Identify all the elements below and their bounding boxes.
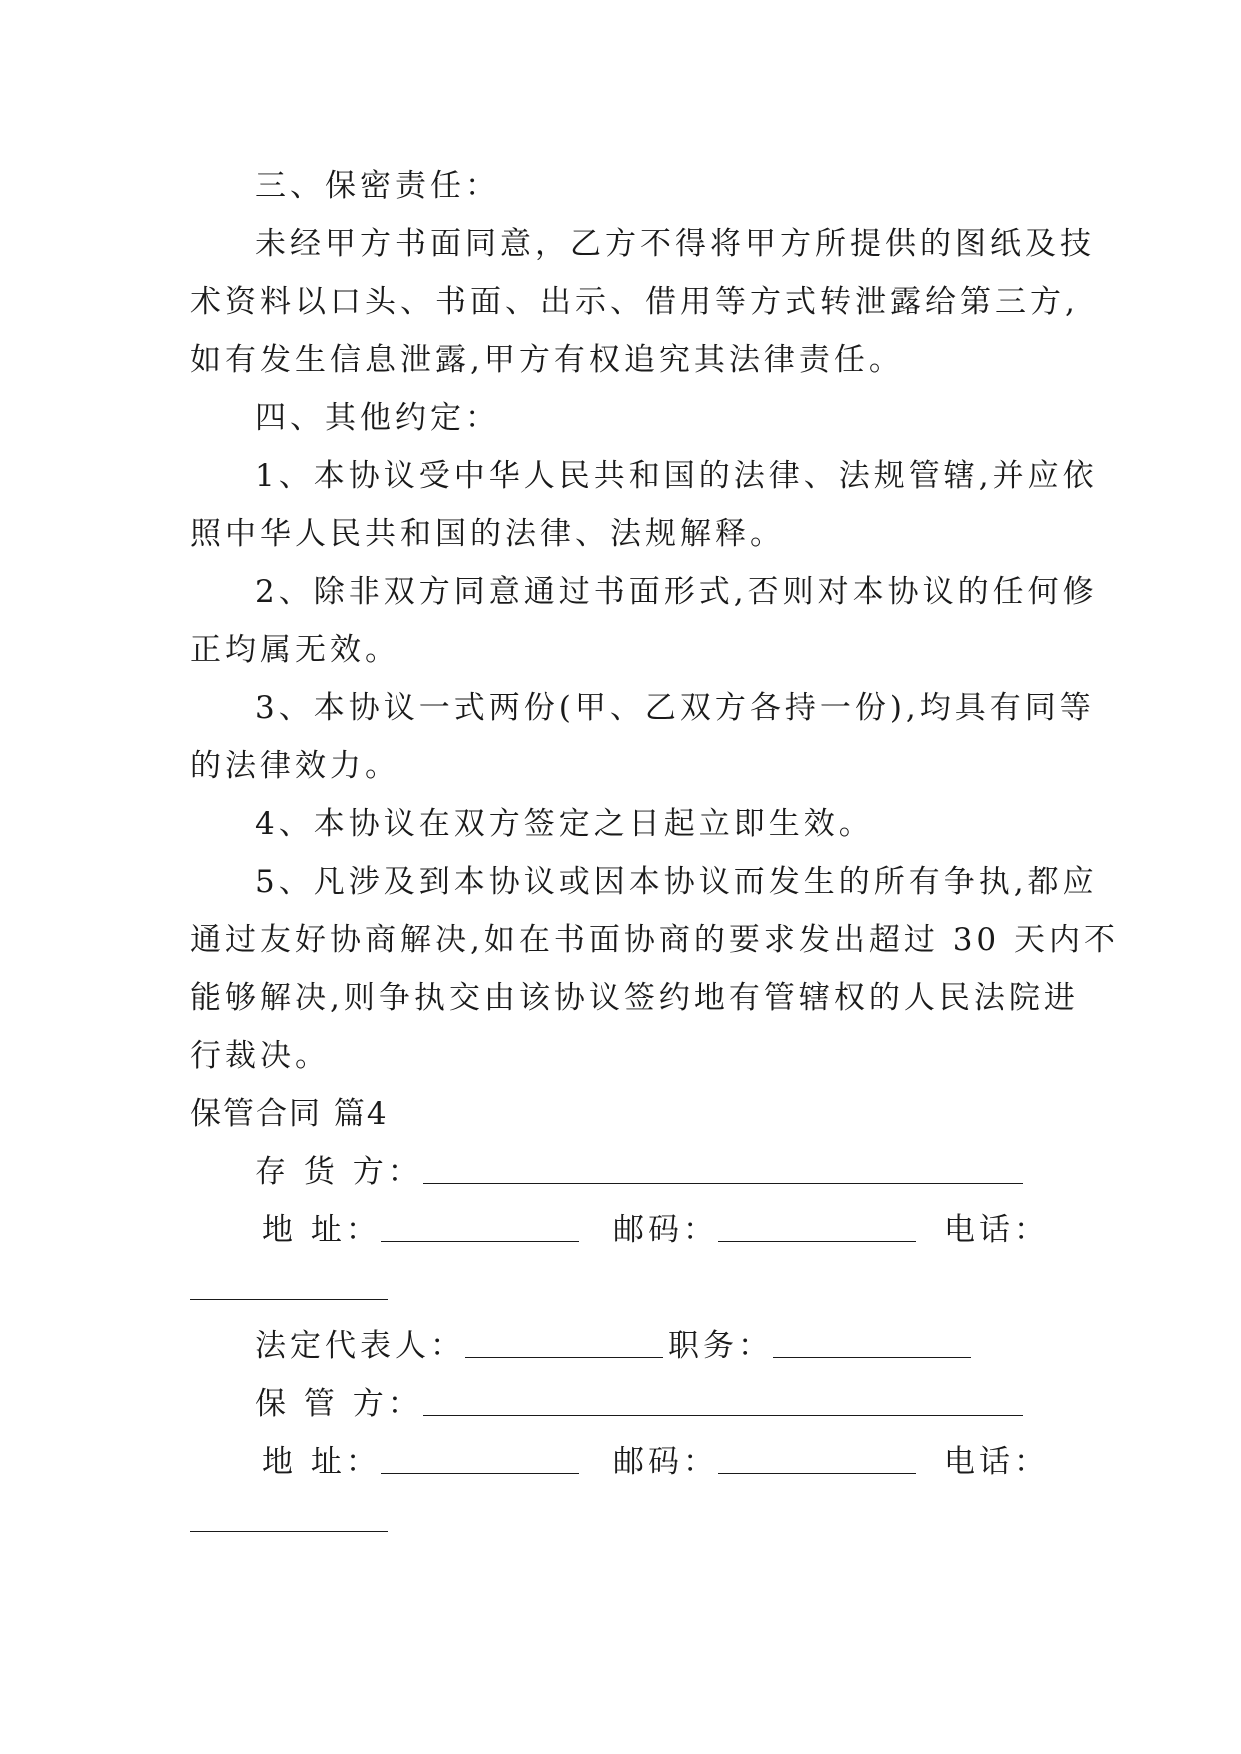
- keeper-row: [255, 1384, 1023, 1424]
- paragraph-line: 术资料以口头、书面、出示、借用等方式转泄露给第三方,: [190, 284, 1079, 320]
- depositor-blank[interactable]: [423, 1153, 1023, 1184]
- address-label: 地 址：: [262, 1212, 381, 1248]
- legal-rep-label: 法定代表人：: [255, 1328, 465, 1364]
- postcode-label: 邮码：: [613, 1212, 718, 1248]
- position-row: [668, 1326, 971, 1366]
- address-blank-2[interactable]: [381, 1443, 579, 1474]
- paragraph-line: 2、除非双方同意通过书面形式,否则对本协议的任何修: [255, 574, 1098, 610]
- paragraph-line: 如有发生信息泄露,甲方有权追究其法律责任。: [190, 342, 904, 378]
- postcode-row-2: [613, 1442, 916, 1482]
- postcode-blank[interactable]: [718, 1211, 916, 1242]
- paragraph-line: 行裁决。: [190, 1038, 330, 1074]
- paragraph-line: 能够解决,则争执交由该协议签约地有管辖权的人民法院进: [190, 980, 1079, 1016]
- paragraph-line: 1、本协议受中华人民共和国的法律、法规管辖,并应依: [255, 458, 1098, 494]
- phone-label: 电话：: [944, 1212, 1049, 1248]
- depositor-label: 存 货 方：: [255, 1154, 423, 1190]
- phone-blank-row: [190, 1268, 388, 1308]
- legal-rep-blank[interactable]: [465, 1327, 663, 1358]
- legal-rep-row: [255, 1326, 663, 1366]
- postcode-row: [613, 1210, 916, 1250]
- address-blank[interactable]: [381, 1211, 579, 1242]
- paragraph-line: 照中华人民共和国的法律、法规解释。: [190, 516, 785, 552]
- phone-label-2: 电话：: [944, 1444, 1049, 1480]
- paragraph-line: 4、本协议在双方签定之日起立即生效。: [255, 806, 874, 842]
- phone-row: [944, 1210, 1049, 1250]
- keeper-blank[interactable]: [423, 1385, 1023, 1416]
- phone-row-2: [944, 1442, 1049, 1482]
- paragraph-line: 3、本协议一式两份(甲、乙双方各持一份),均具有同等: [255, 690, 1095, 726]
- keeper-label: 保 管 方：: [255, 1386, 423, 1422]
- postcode-label-2: 邮码：: [613, 1444, 718, 1480]
- heading-other-terms: 四、其他约定：: [255, 400, 500, 436]
- address-row: [262, 1210, 579, 1250]
- phone-blank-2[interactable]: [190, 1501, 388, 1532]
- paragraph-line: 正均属无效。: [190, 632, 400, 668]
- paragraph-line: 通过友好协商解决,如在书面协商的要求发出超过 30 天内不: [190, 922, 1120, 958]
- address-row-2: [262, 1442, 579, 1482]
- paragraph-line: 的法律效力。: [190, 748, 400, 784]
- position-blank[interactable]: [773, 1327, 971, 1358]
- phone-blank-row-2: [190, 1500, 388, 1540]
- heading-confidentiality: 三、保密责任：: [255, 168, 500, 204]
- depositor-row: [255, 1152, 1023, 1192]
- postcode-blank-2[interactable]: [718, 1443, 916, 1474]
- position-label: 职务：: [668, 1328, 773, 1364]
- section-title: 保管合同 篇4: [190, 1096, 389, 1132]
- phone-blank[interactable]: [190, 1269, 388, 1300]
- address-label-2: 地 址：: [262, 1444, 381, 1480]
- paragraph-line: 5、凡涉及到本协议或因本协议而发生的所有争执,都应: [255, 864, 1098, 900]
- paragraph-line: 未经甲方书面同意，乙方不得将甲方所提供的图纸及技: [255, 226, 1095, 262]
